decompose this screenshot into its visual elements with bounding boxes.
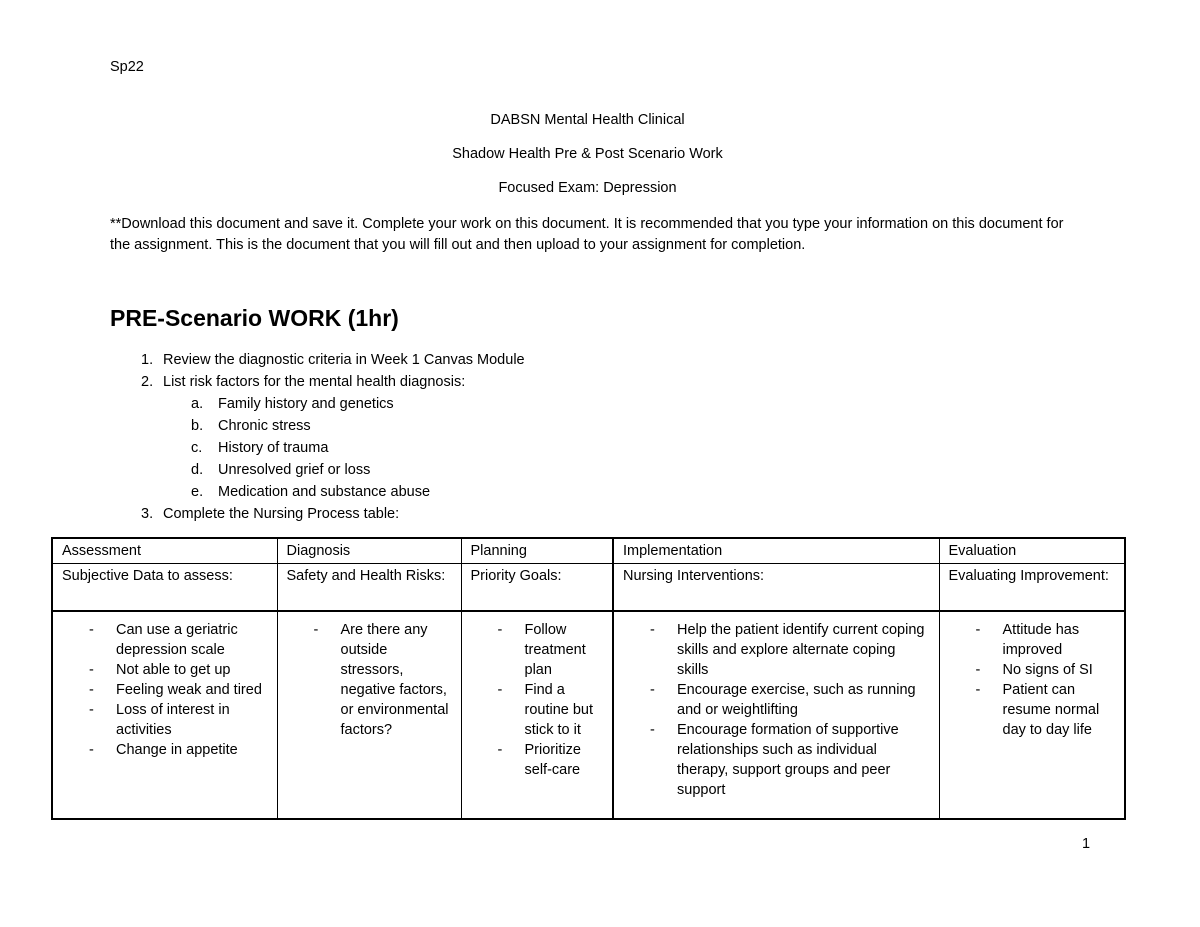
page-number: 1 bbox=[1082, 836, 1091, 852]
table-header-cell: Planning bbox=[461, 538, 613, 564]
assignment-title: Shadow Health Pre & Post Scenario Work bbox=[452, 146, 723, 162]
table-header-cell: Diagnosis bbox=[277, 538, 461, 564]
list-text: List risk factors for the mental health diagnosis: bbox=[163, 374, 466, 390]
course-title: DABSN Mental Health Clinical bbox=[490, 112, 685, 128]
planning-cell bbox=[461, 611, 613, 819]
list-item: - Not able to get up bbox=[62, 660, 268, 680]
list-item: - Find a routine but stick to it bbox=[471, 680, 604, 740]
list-item: - Prioritize self-care bbox=[471, 740, 604, 780]
list-item: - Can use a geriatric depression scale bbox=[62, 620, 268, 660]
list-text: Review the diagnostic criteria in Week 1 Canvas Module bbox=[163, 352, 525, 368]
list-marker: 3. bbox=[141, 506, 154, 522]
list-item: - Encourage formation of supportive relationships such as individual therapy, support groups and peer support bbox=[623, 720, 930, 800]
table-header-cell: Evaluation bbox=[939, 538, 1125, 564]
list-text: Complete the Nursing Process table: bbox=[163, 506, 400, 522]
exam-title: Focused Exam: Depression bbox=[498, 180, 677, 196]
list-marker: 2. bbox=[141, 374, 154, 390]
table-row bbox=[52, 611, 1125, 819]
list-item: - Encourage exercise, such as running and or weightlifting bbox=[623, 680, 930, 720]
list-text: Chronic stress bbox=[218, 418, 311, 434]
evaluation-cell bbox=[939, 611, 1125, 819]
table-subheader-row bbox=[52, 564, 1125, 612]
list-item: - Change in appetite bbox=[62, 740, 268, 760]
list-text: Unresolved grief or loss bbox=[218, 462, 371, 478]
list-item: - Loss of interest in activities bbox=[62, 700, 268, 740]
table-subheader-cell: Nursing Interventions: bbox=[613, 564, 939, 612]
table-header-cell: Implementation bbox=[613, 538, 939, 564]
table-header-row bbox=[52, 538, 1125, 564]
list-item: - Follow treatment plan bbox=[471, 620, 604, 680]
list-marker: d. bbox=[191, 462, 204, 478]
list-marker: b. bbox=[191, 418, 204, 434]
nursing-process-table bbox=[51, 537, 1126, 820]
list-marker: 1. bbox=[141, 352, 154, 368]
instructions-paragraph: **Download this document and save it. Complete your work on this document. It is recommended that you type your information on this document for the assignment. This is the document that you will fill out and then upload to your assignment for completion. bbox=[110, 216, 1064, 253]
header-semester: Sp22 bbox=[110, 59, 144, 75]
assessment-cell bbox=[52, 611, 277, 819]
list-item: - Help the patient identify current coping skills and explore alternate coping skills bbox=[623, 620, 930, 680]
list-item: - Feeling weak and tired bbox=[62, 680, 268, 700]
table-header-cell: Assessment bbox=[52, 538, 277, 564]
list-item: - Attitude has improved bbox=[949, 620, 1116, 660]
list-marker: a. bbox=[191, 396, 204, 412]
table-subheader-cell: Subjective Data to assess: bbox=[52, 564, 277, 612]
list-item: - Patient can resume normal day to day life bbox=[949, 680, 1116, 740]
table-subheader-cell: Safety and Health Risks: bbox=[277, 564, 461, 612]
table-subheader-cell: Evaluating Improvement: bbox=[939, 564, 1125, 612]
list-marker: e. bbox=[191, 484, 204, 500]
implementation-cell bbox=[613, 611, 939, 819]
list-text: History of trauma bbox=[218, 440, 329, 456]
diagnosis-cell bbox=[277, 611, 461, 819]
list-item: - Are there any outside stressors, negative factors, or environmental factors? bbox=[287, 620, 452, 740]
list-text: Medication and substance abuse bbox=[218, 484, 431, 500]
list-item: - No signs of SI bbox=[949, 660, 1116, 680]
table-subheader-cell: Priority Goals: bbox=[461, 564, 613, 612]
list-text: Family history and genetics bbox=[218, 396, 394, 412]
section-heading: PRE-Scenario WORK (1hr) bbox=[110, 305, 399, 331]
list-marker: c. bbox=[191, 440, 203, 456]
